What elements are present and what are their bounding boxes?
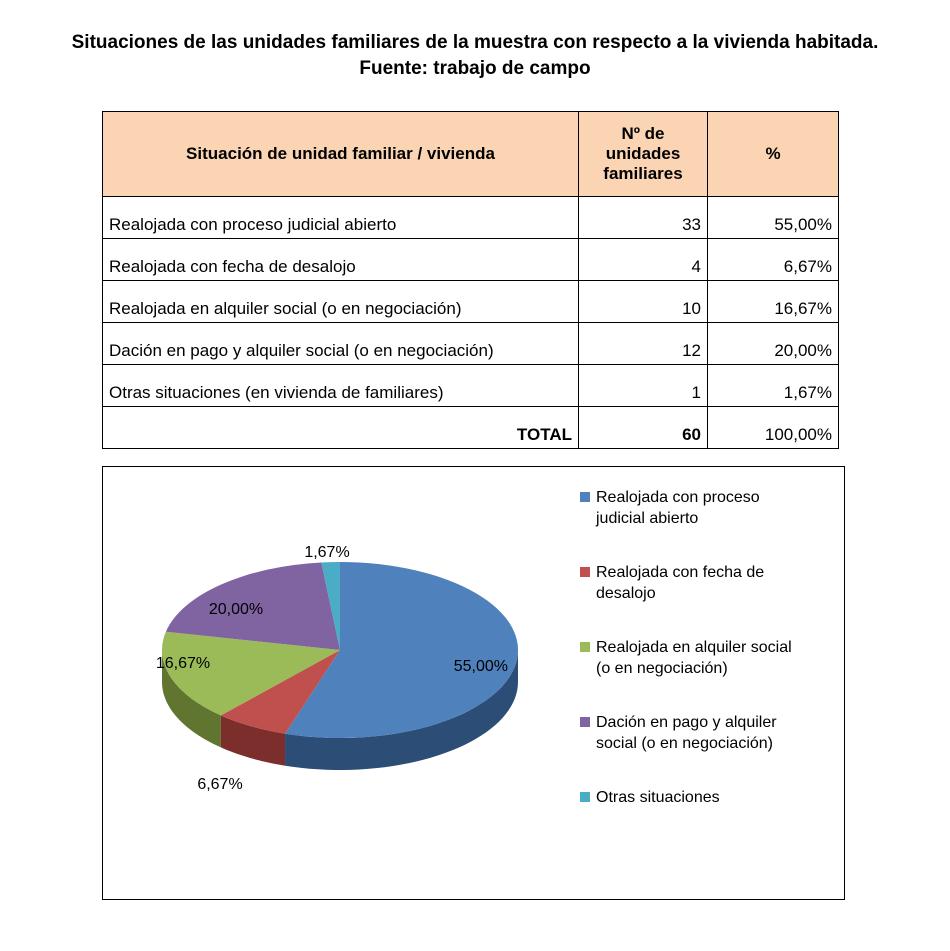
header-pct: %	[708, 112, 839, 197]
pie-value-label-4: 1,67%	[304, 544, 350, 561]
legend-swatch-4	[580, 792, 590, 802]
pie-value-label-0: 55,00%	[453, 658, 508, 675]
legend-item-2	[580, 637, 840, 679]
row-count: 10	[579, 281, 708, 323]
pie-value-label-2: 16,67%	[155, 655, 211, 672]
header-count-line-2: unidades	[605, 144, 681, 163]
row-count: 33	[579, 197, 708, 239]
legend-item-0	[580, 487, 840, 529]
data-table	[102, 111, 839, 449]
legend-text-0-0: Realojada con proceso	[596, 489, 760, 506]
legend-text-3-0: Dación en pago y alquiler	[596, 714, 777, 731]
row-label: Otras situaciones (en vivienda de familiares)	[103, 365, 579, 407]
legend-swatch-3	[580, 717, 590, 727]
legend-item-3	[580, 712, 840, 754]
row-pct: 1,67%	[708, 365, 839, 407]
total-count: 60	[579, 407, 708, 449]
row-count: 4	[579, 239, 708, 281]
header-count-line-3: familiares	[603, 164, 683, 183]
legend-swatch-1	[580, 567, 590, 577]
title-line-1: Situaciones de las unidades familiares de la muestra con respecto a la vivienda habitada.	[71, 32, 879, 53]
row-pct: 16,67%	[708, 281, 839, 323]
legend-text-3-1: social (o en negociación)	[596, 735, 773, 752]
legend-text-2-0: Realojada en alquiler social	[596, 639, 792, 656]
table-header-row	[103, 112, 839, 197]
header-count	[579, 112, 708, 197]
row-label: Realojada en alquiler social (o en negociación)	[103, 281, 579, 323]
row-pct: 55,00%	[708, 197, 839, 239]
table-row	[103, 365, 839, 407]
table-row	[103, 281, 839, 323]
table-total-row	[103, 407, 839, 449]
legend-swatch-2	[580, 642, 590, 652]
table-row	[103, 197, 839, 239]
legend-text-1-0: Realojada con fecha de	[596, 564, 765, 581]
pie-chart-container	[102, 466, 845, 900]
legend-text-4-0: Otras situaciones	[596, 789, 720, 806]
header-situacion: Situación de unidad familiar / vivienda	[103, 112, 579, 197]
row-label: Dación en pago y alquiler social (o en negociación)	[103, 323, 579, 365]
legend-swatch-0	[580, 492, 590, 502]
total-label: TOTAL	[103, 407, 579, 449]
legend-text-0-1: judicial abierto	[596, 510, 699, 527]
row-count: 1	[579, 365, 708, 407]
pie-value-label-1: 6,67%	[197, 776, 243, 793]
pie-value-label-3: 20,00%	[208, 601, 264, 618]
title-line-2: Fuente: trabajo de campo	[359, 58, 591, 79]
header-count-line-1: Nº de	[621, 124, 665, 143]
chart-legend	[580, 487, 840, 841]
row-pct: 6,67%	[708, 239, 839, 281]
row-count: 12	[579, 323, 708, 365]
legend-text-2-1: (o en negociación)	[596, 660, 728, 677]
table-row	[103, 239, 839, 281]
legend-item-4	[580, 787, 840, 808]
chart-title	[0, 30, 950, 82]
legend-text-1-1: desalojo	[596, 585, 656, 602]
row-pct: 20,00%	[708, 323, 839, 365]
row-label: Realojada con proceso judicial abierto	[103, 197, 579, 239]
table-row	[103, 323, 839, 365]
total-pct: 100,00%	[708, 407, 839, 449]
row-label: Realojada con fecha de desalojo	[103, 239, 579, 281]
legend-item-1	[580, 562, 840, 604]
